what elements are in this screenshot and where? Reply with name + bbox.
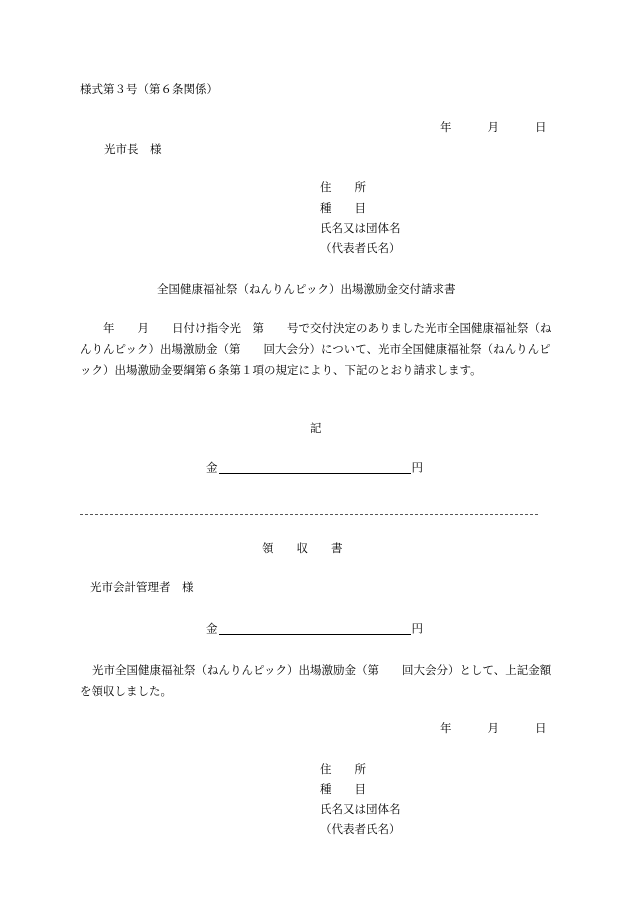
request-body: 年 月 日付け指令光 第 号で交付決定のありました光市全国健康福祉祭（ねんりんピック）出場激励金（第 回大会分）について、光市全国健康福祉祭（ねんりんピック）出場激励金要綱第６条第１項の規定により、下記のとおり請求します。: [80, 321, 552, 377]
receipt-amount: [206, 622, 423, 635]
receipt-rep-label: （代表者氏名）: [320, 822, 401, 836]
receipt-body: 光市全国健康福祉祭（ねんりんピック）出場激励金（第 回大会分）として、上記金額を領収しました。: [80, 663, 552, 698]
receipt-addressee: 光市会計管理者 様: [90, 580, 194, 594]
applicant-category-label: 種 目: [320, 201, 366, 215]
date-day: 日: [535, 721, 547, 735]
receipt-date: [440, 723, 547, 735]
amount-suffix: 円: [411, 621, 423, 636]
date-day: 日: [535, 120, 547, 134]
cut-line: [80, 514, 538, 515]
applicant-name-label: 氏名又は団体名: [320, 221, 401, 235]
amount-suffix: 円: [411, 460, 423, 475]
ki-heading: 記: [310, 421, 322, 435]
amount-blank-line: [219, 461, 411, 474]
receipt-category-label: 種 目: [320, 782, 366, 796]
applicant-rep-label: （代表者氏名）: [320, 241, 401, 255]
amount-blank-line: [219, 622, 411, 635]
request-amount: [206, 461, 423, 474]
request-date: [440, 122, 547, 134]
date-month: 月: [487, 721, 499, 735]
receipt-address-label: 住 所: [320, 762, 366, 776]
date-year: 年: [440, 721, 452, 735]
amount-prefix: 金: [206, 460, 218, 475]
form-number: 様式第３号（第６条関係）: [80, 82, 218, 96]
applicant-address-label: 住 所: [320, 180, 366, 194]
receipt-title: 領 収 書: [262, 541, 343, 555]
receipt-name-label: 氏名又は団体名: [320, 802, 401, 816]
request-title: 全国健康福祉祭（ねんりんピック）出場激励金交付請求書: [157, 282, 456, 296]
date-year: 年: [440, 120, 452, 134]
date-month: 月: [487, 120, 499, 134]
amount-prefix: 金: [206, 621, 218, 636]
request-addressee: 光市長 様: [104, 142, 162, 156]
